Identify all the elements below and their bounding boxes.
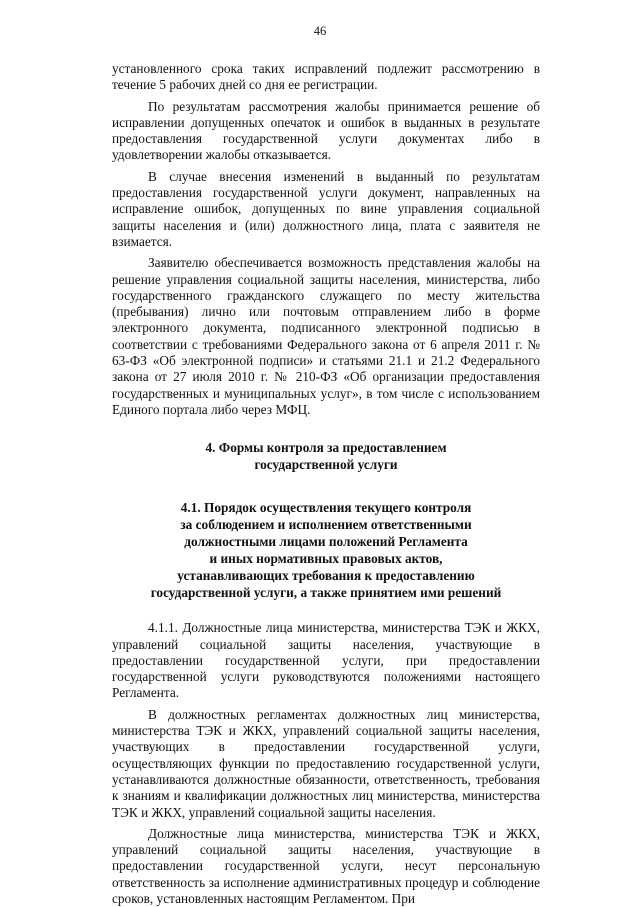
page-number: 46 [313, 24, 327, 38]
paragraph: Заявителю обеспечивается возможность представления жалобы на решение управления социальной защиты населения, министерства, либо государственного гражданского служащего по месту жительства (пребывания) лично или почтовым отправлением либо в форме электронного документа, подписанного электронной подписью в соответствии с требованиями Федерального закона от 6 апреля 2011 г. № 63-ФЗ «Об электронной подписи» и статьями 21.1 и 21.2 Федерального закона от 27 июля 2010 г. № 210-ФЗ «Об организации предоставления государственных и муниципальных услуг», в том числе с использованием Единого портала либо через МФЦ. [112, 255, 540, 417]
paragraph: В случае внесения изменений в выданный по результатам предоставления государственной услуги документ, направленных на исправление ошибок, допущенных по вине управления социальной защиты населения и (или) должностного лица, плата с заявителя не взимается. [112, 168, 540, 249]
subsection-heading-line: государственной услуги, а также принятием ими решений [150, 585, 502, 601]
section-heading [112, 439, 540, 473]
paragraph: В должностных регламентах должностных лиц министерства, министерства ТЭК и ЖКХ, управлений социальной защиты населения, участвующих в предоставлении государственной услуги, осуществляющих функции по предоставлению государственной услуги, устанавливаются должностные обязанности, ответственность, требования к знаниям и квалификации должностных лиц министерства, министерства ТЭК и ЖКХ, управлений социальной защиты населения. [112, 706, 540, 820]
subsection-heading-line: должностными лицами положений Регламента [184, 534, 468, 550]
paragraph-continued: установленного срока таких исправлений подлежит рассмотрению в течение 5 рабочих дней со дня ее регистрации. [112, 61, 540, 93]
paragraph: По результатам рассмотрения жалобы принимается решение об исправлении допущенных опечаток и ошибок в выданных в результате предоставления государственной услуги документах либо в удовлетворении жалобы отказывается. [112, 98, 540, 163]
subsection-heading-line: за соблюдением и исполнением ответственными [180, 517, 472, 533]
subsection-heading [112, 499, 540, 601]
paragraph: 4.1.1. Должностные лица министерства, министерства ТЭК и ЖКХ, управлений социальной защиты населения, участвующие в предоставлении государственной услуги, при предоставлении государственной услуги руководствуются положениями настоящего Регламента. [112, 620, 540, 701]
subsection-heading-line: устанавливающих требования к предоставлению [177, 568, 475, 584]
page-content [112, 61, 540, 907]
section-heading-line: 4. Формы контроля за предоставлением [205, 440, 447, 456]
subsection-heading-line: 4.1. Порядок осуществления текущего контроля [180, 500, 472, 516]
section-heading-line: государственной услуги [254, 457, 398, 473]
subsection-heading-line: и иных нормативных правовых актов, [209, 551, 443, 567]
paragraph: Должностные лица министерства, министерства ТЭК и ЖКХ, управлений социальной защиты населения, участвующие в предоставлении государственной услуги, несут персональную ответственность за исполнение административных процедур и соблюдение сроков, установленных настоящим Регламентом. При [112, 825, 540, 906]
